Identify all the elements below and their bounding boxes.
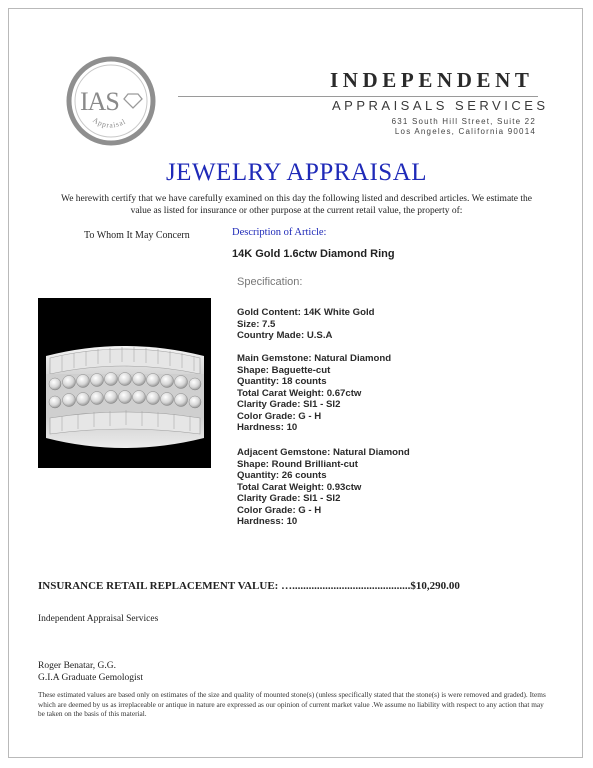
disclaimer: These estimated values are based only on estimates of the size and quality of mounted stone(s) (unless specifically stated that the stone(s) is were removed and graded). Items which are deemed by us as irreplaceable or antique in nature are expressed as our opinion of current market value .We assume no liability with respect to any action that may be taken on the basis of this material.: [38, 690, 546, 719]
spec-line: Shape: Baguette-cut: [237, 364, 331, 376]
address-line-1: 631 South Hill Street, Suite 22: [391, 117, 536, 126]
spec-line: Color Grade: G - H: [237, 410, 322, 422]
footer-company: Independent Appraisal Services: [38, 614, 159, 624]
signer-name: Roger Benatar, G.G.: [38, 661, 116, 671]
spec-line: Shape: Round Brilliant-cut: [237, 458, 358, 470]
spec-line: Gold Content: 14K White Gold: [237, 307, 375, 318]
spec-line: Adjacent Gemstone: Natural Diamond: [237, 447, 410, 458]
spec-line: Main Gemstone: Natural Diamond: [237, 353, 392, 364]
article-name: 14K Gold 1.6ctw Diamond Ring: [232, 248, 395, 260]
spec-line: Clarity Grade: SI1 - SI2: [237, 493, 341, 504]
spec-line: Total Carat Weight: 0.67ctw: [237, 387, 362, 399]
spec-line: Quantity: 18 counts: [237, 376, 327, 387]
description-label: Description of Article:: [232, 227, 327, 238]
spec-line: Country Made: U.S.A: [237, 330, 333, 341]
company-name: INDEPENDENT: [330, 68, 534, 92]
certification-text: We herewith certify that we have carefully examined on this day the following listed and described articles. We estimate the value as listed for insurance or other purpose at the current retail value, the property of:: [60, 194, 532, 216]
logo-initials: IAS: [80, 87, 119, 116]
spec-line: Total Carat Weight: 0.93ctw: [237, 481, 362, 493]
spec-line: Size: 7.5: [237, 318, 276, 330]
specs-adjacent-gemstone: [237, 447, 410, 528]
document-title: JEWELRY APPRAISAL: [165, 159, 428, 186]
specs-main-gemstone: [237, 353, 391, 434]
logo-arc-text: Appraisal: [91, 115, 128, 130]
spec-line: Hardness: 10: [237, 516, 298, 527]
company-subtitle: APPRAISALS SERVICES: [332, 98, 549, 113]
signature-block: [38, 660, 143, 684]
ring-photo: [38, 298, 211, 468]
insurance-value: INSURANCE RETAIL REPLACEMENT VALUE: …...........................................$10,290.00: [38, 580, 460, 592]
spec-line: Quantity: 26 counts: [237, 470, 327, 481]
recipient: To Whom It May Concern: [84, 230, 190, 241]
specs-general: [237, 307, 375, 342]
spec-line: Clarity Grade: SI1 - SI2: [237, 399, 341, 410]
specification-label: Specification:: [237, 276, 303, 288]
spec-line: Hardness: 10: [237, 422, 298, 433]
signer-title: G.I.A Graduate Gemologist: [38, 673, 144, 683]
address-line-2: Los Angeles, California 90014: [394, 127, 536, 136]
header-rule: [178, 96, 538, 97]
spec-line: Color Grade: G - H: [237, 504, 322, 516]
ias-logo: [66, 56, 156, 146]
